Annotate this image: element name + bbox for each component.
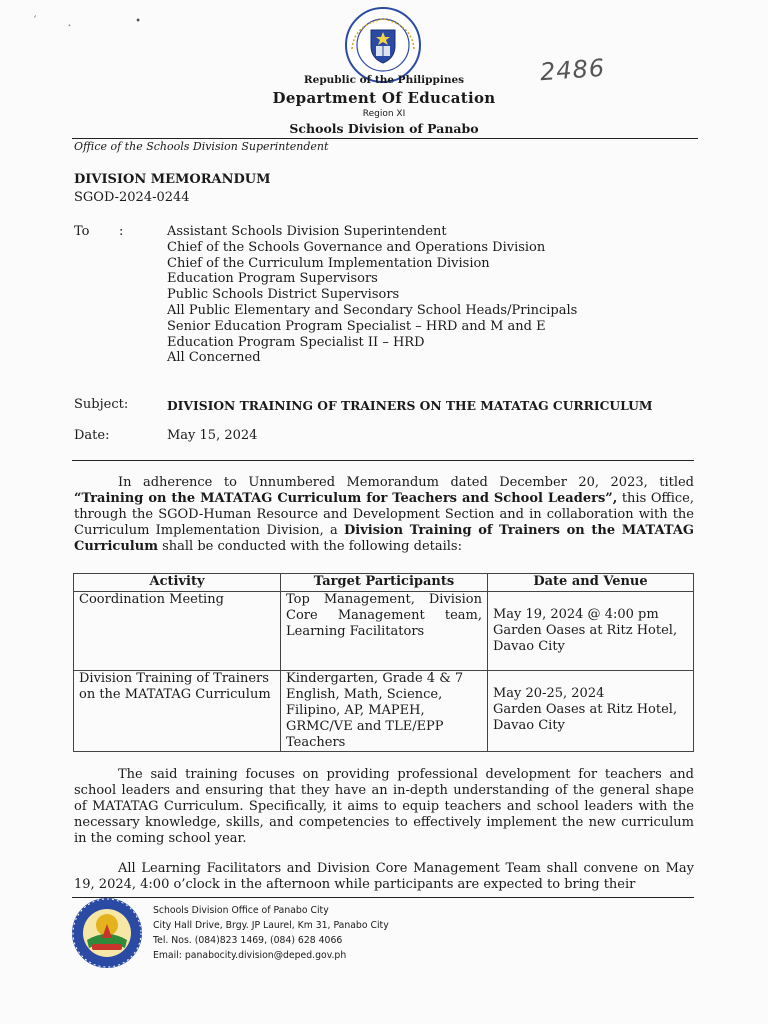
letterhead-department: Department Of Education [272, 89, 496, 107]
recipient-item: Senior Education Program Specialist – HRD and M and E [167, 318, 546, 334]
header-divider [72, 138, 698, 139]
recipient-item: Chief of the Curriculum Implementation Division [167, 255, 490, 271]
body-paragraph-1 [74, 475, 694, 555]
activity-cell: Coordination Meeting [74, 592, 281, 671]
p1-text-c: this Office, through the SGOD-Human Resource and Development Section and in collaboration with the Curriculum Implementation Division, a [74, 491, 694, 538]
subject-label: Subject: [74, 397, 129, 412]
recipient-item: All Concerned [167, 350, 261, 366]
recipient-list [167, 224, 577, 366]
table-row [74, 592, 694, 671]
scan-marks: ´˛ • [32, 16, 172, 27]
memo-title: DIVISION MEMORANDUM [74, 172, 271, 187]
table-header: Activity [74, 574, 281, 592]
deped-seal [340, 6, 426, 84]
date-venue-cell [488, 671, 694, 752]
division-of-panabo-seal [70, 894, 144, 972]
to-colon: : [119, 224, 124, 239]
table-header: Target Participants [281, 574, 488, 592]
footer-telephone: Tel. Nos. (084)823 1469, (084) 628 4066 [153, 935, 343, 946]
footer-address: City Hall Drive, Brgy. JP Laurel, Km 31, Panabo City [153, 920, 389, 931]
letterhead-republic: Republic of the Philippines [303, 74, 465, 86]
letterhead-division: Schools Division of Panabo [289, 121, 479, 136]
activity-cell: Division Training of Trainers on the MATATAG Curriculum [74, 671, 281, 752]
subject-text: DIVISION TRAINING OF TRAINERS ON THE MATATAG CURRICULUM [167, 398, 653, 413]
schedule-venue: Garden Oases at Ritz Hotel, Davao City [493, 702, 678, 733]
recipient-item: Chief of the Schools Governance and Operations Division [167, 239, 546, 255]
recipient-item: Public Schools District Supervisors [167, 287, 400, 303]
p3-text: All Learning Facilitators and Division Core Management Team shall convene on May 19, 2024, 4:00 o’clock in the afternoon while participants are expected to bring their [74, 861, 694, 892]
schedule-date: May 19, 2024 @ 4:00 pm [493, 607, 659, 622]
recipient-item: Education Program Specialist II – HRD [167, 334, 425, 350]
date-text: May 15, 2024 [167, 428, 258, 443]
recipient-item: Assistant Schools Division Superintendent [167, 224, 447, 239]
to-label: To [74, 224, 90, 239]
p2-text: The said training focuses on providing professional development for teachers and school leaders and ensuring that they have an in-depth understanding of the general shape of MATATAG Curriculum. Specifically, it aims to equip teachers and school leaders with the necessary knowledge, skills, and competencies to effectively implement the new curriculum in the coming school year. [74, 767, 694, 846]
body-paragraph-2 [74, 767, 694, 847]
schedule-date: May 20-25, 2024 [493, 686, 605, 701]
subject-divider [72, 460, 694, 461]
participants-cell: Kindergarten, Grade 4 & 7 English, Math, Science, Filipino, AP, MAPEH, GRMC/VE and TLE/EPP Teachers [281, 671, 488, 752]
table-header-row [74, 574, 694, 592]
schedule-venue: Garden Oases at Ritz Hotel, Davao City [493, 623, 678, 654]
p1-memo-title: “Training on the MATATAG Curriculum for Teachers and School Leaders”, [74, 491, 618, 506]
memo-number: SGOD-2024-0244 [74, 190, 190, 205]
footer-divider [72, 897, 694, 898]
date-venue-cell [488, 592, 694, 671]
recipient-item: Education Program Supervisors [167, 271, 378, 287]
letterhead-region: Region XI [362, 109, 406, 119]
table-row [74, 671, 694, 752]
table-header: Date and Venue [488, 574, 694, 592]
body-paragraph-3 [74, 861, 694, 893]
p1-text-e: shall be conducted with the following details: [157, 539, 462, 554]
training-details-table [73, 573, 694, 752]
letterhead-office: Office of the Schools Division Superintendent [74, 140, 329, 153]
recipient-item: All Public Elementary and Secondary School Heads/Principals [167, 302, 578, 318]
footer-email: Email: panabocity.division@deped.gov.ph [153, 950, 347, 961]
date-label: Date: [74, 428, 110, 443]
p1-training-title: Division Training of Trainers on the MATATAG Curriculum [74, 523, 695, 554]
handwritten-number: 2486 [539, 53, 606, 87]
footer-office: Schools Division Office of Panabo City [153, 905, 329, 916]
p1-text-a: In adherence to Unnumbered Memorandum dated December 20, 2023, titled [118, 475, 694, 490]
participants-cell: Top Management, Division Core Management team, Learning Facilitators [281, 592, 488, 671]
